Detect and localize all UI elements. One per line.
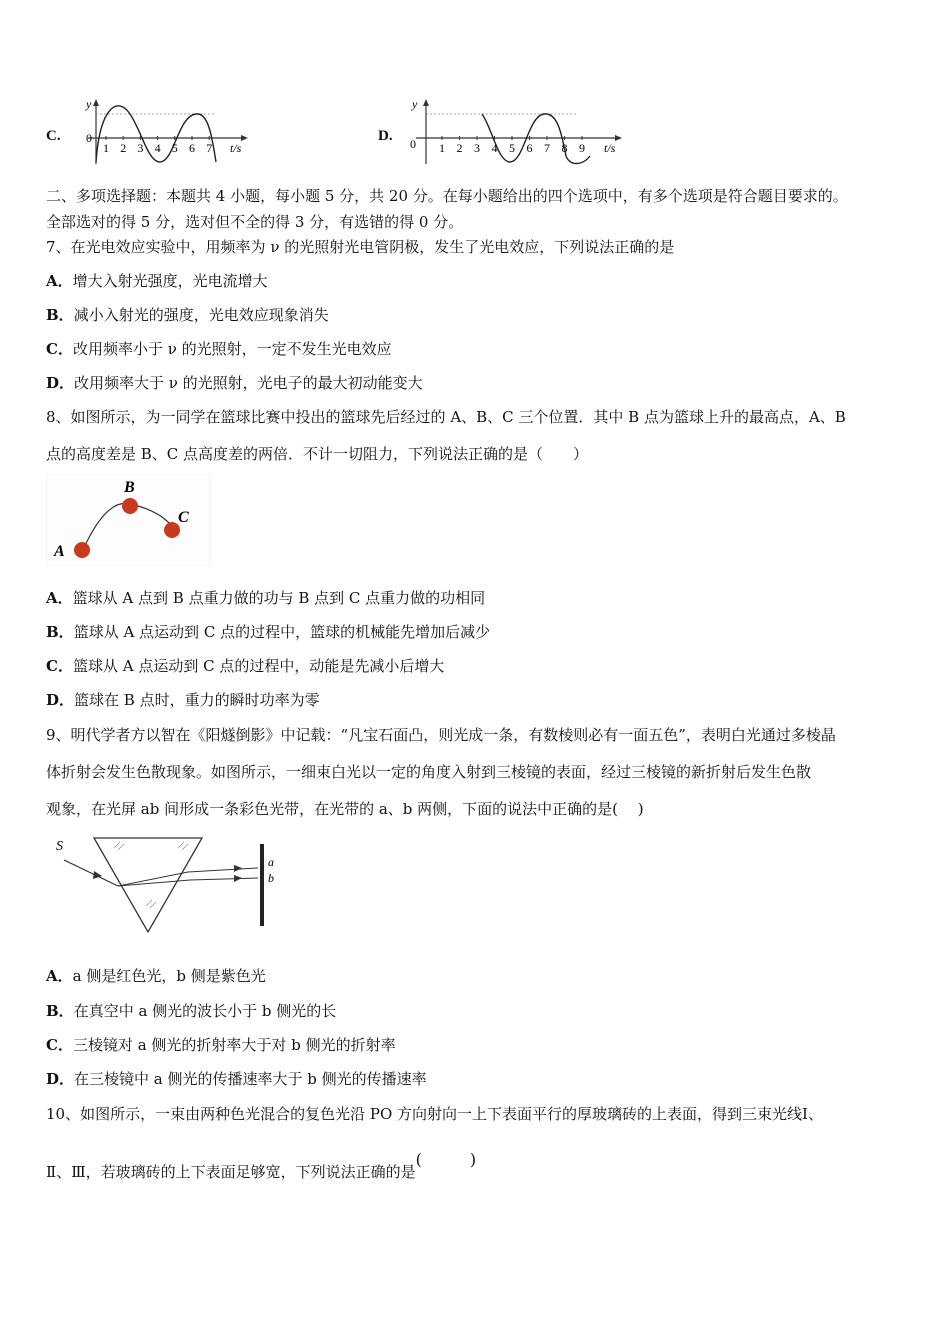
q10-stem-line1: 10、如图所示，一束由两种色光混合的复色光沿 PO 方向射向一上下表面平行的厚玻璃砖的上表面，得到三束光线Ⅰ、	[46, 1105, 823, 1123]
option-text: 减小入射光的强度，光电效应现象消失	[73, 306, 329, 324]
graph-d-label: D.	[378, 128, 393, 144]
option-text: 三棱镜对 a 侧光的折射率大于对 b 侧光的折射率	[72, 1036, 396, 1054]
section2-line1: 二、多项选择题：本题共 4 小题，每小题 5 分，共 20 分。在每小题给出的四个选项中，有多个选项是符合题目要求的。	[46, 187, 848, 205]
ball-b	[122, 498, 138, 514]
q8-option-b	[46, 622, 490, 642]
graph-d-origin: 0	[410, 137, 416, 151]
graph-d-tick-label: 6	[526, 141, 533, 155]
option-letter: B．	[46, 623, 74, 641]
graph-d-tick-label: 9	[579, 141, 585, 155]
section2-line2: 全部选对的得 5 分，选对但不全的得 3 分，有选错的得 0 分。	[46, 213, 464, 231]
graph-c	[44, 96, 254, 170]
graph-c-label: C.	[46, 128, 61, 144]
option-text: 篮球从 A 点到 B 点重力做的功与 B 点到 C 点重力做的功相同	[72, 589, 486, 607]
q7-option-c	[46, 339, 392, 359]
q10-stem-text: Ⅱ、Ⅲ，若玻璃砖的上下表面足够宽，下列说法正确的是	[46, 1163, 416, 1181]
q9-label-a: a	[268, 855, 274, 869]
answer-bracket: ( )	[415, 1150, 477, 1169]
option-letter: D．	[46, 374, 75, 392]
option-text: 改用频率小于 ν 的光照射，一定不发生光电效应	[72, 340, 392, 358]
graph-d-tick-label: 8	[561, 141, 568, 155]
q8-label-b: B	[124, 479, 135, 496]
option-letter: C．	[46, 1036, 73, 1054]
graph-c-y: y	[86, 97, 92, 111]
q8-option-c	[46, 656, 444, 676]
option-letter: C．	[46, 657, 73, 675]
q8-basketball-figure	[46, 474, 212, 566]
q8-label-c: C	[178, 509, 189, 526]
graph-d-plot	[406, 96, 636, 170]
q7-stem: 7、在光电效应实验中，用频率为 ν 的光照射光电管阴极，发生了光电效应，下列说法正确的是	[46, 238, 675, 256]
graph-c-ticks	[103, 136, 212, 155]
q9-option-d	[46, 1069, 427, 1089]
graph-d-tick-label: 2	[456, 141, 463, 155]
q9-option-b	[46, 1001, 336, 1021]
graph-d-tick-label: 1	[439, 141, 445, 155]
option-text: a 侧是红色光，b 侧是紫色光	[72, 967, 266, 985]
q9-label-s: S	[56, 839, 63, 854]
graph-c-tick-label: 3	[137, 141, 144, 155]
option-letter: B．	[46, 306, 74, 324]
graph-c-plot	[84, 96, 254, 170]
option-letter: C．	[46, 340, 73, 358]
q7-option-a	[46, 271, 268, 291]
q9-option-a	[46, 966, 266, 986]
graph-d-tick-label: 3	[474, 141, 480, 155]
option-letter: A．	[46, 589, 73, 607]
option-text: 在三棱镜中 a 侧光的传播速率大于 b 侧光的传播速率	[74, 1070, 427, 1088]
option-text: 篮球从 A 点运动到 C 点的过程中，动能是先减小后增大	[72, 657, 445, 675]
graph-c-tick-label: 4	[154, 141, 161, 155]
q8-label-a: A	[54, 543, 65, 560]
option-text: 改用频率大于 ν 的光照射，光电子的最大初动能变大	[74, 374, 423, 392]
graph-d-tick-label: 5	[509, 141, 515, 155]
graph-c-tick-label: 6	[189, 141, 195, 155]
option-letter: D．	[46, 691, 75, 709]
graph-c-tick-label: 5	[171, 141, 178, 155]
q10-stem-line2	[46, 1150, 477, 1182]
ball-a	[74, 542, 90, 558]
graph-c-x: t/s	[230, 141, 242, 155]
graph-c-tick-label: 1	[103, 141, 109, 155]
q9-prism-figure	[46, 830, 286, 940]
option-letter: A．	[46, 272, 73, 290]
q7-option-b	[46, 305, 329, 325]
option-text: 在真空中 a 侧光的波长小于 b 侧光的长	[73, 1002, 337, 1020]
q9-option-c	[46, 1035, 396, 1055]
q8-option-d	[46, 690, 320, 710]
graph-d	[376, 96, 636, 170]
graph-c-tick-label: 7	[206, 141, 213, 155]
graph-c-tick-label: 2	[120, 141, 127, 155]
q8-option-a	[46, 588, 485, 608]
option-text: 篮球从 A 点运动到 C 点的过程中，篮球的机械能先增加后减少	[73, 623, 491, 641]
q9-stem-line2: 体折射会发生色散现象。如图所示，一细束白光以一定的角度入射到三棱镜的表面，经过三棱镜的新折射后发生色散	[46, 763, 812, 781]
q9-stem-line3: 观象，在光屏 ab 间形成一条彩色光带，在光带的 a、b 两侧，下面的说法中正确的是( )	[46, 800, 644, 818]
option-letter: B．	[46, 1002, 74, 1020]
q8-stem-line2: 点的高度差是 B、C 点高度差的两倍．不计一切阻力，下列说法正确的是（ ）	[46, 445, 589, 463]
graph-c-origin: 0	[86, 131, 92, 145]
q7-option-d	[46, 373, 423, 393]
graph-d-x: t/s	[604, 141, 616, 155]
q9-stem-line1: 9、明代学者方以智在《阳燧倒影》中记载：“凡宝石面凸，则光成一条，有数棱则必有一面五色”，表明白光通过多棱晶	[46, 726, 836, 744]
option-text: 增大入射光强度，光电流增大	[72, 272, 268, 290]
q9-label-b: b	[268, 871, 274, 885]
graph-d-y: y	[412, 97, 418, 111]
graph-d-tick-label: 4	[491, 141, 498, 155]
option-text: 篮球在 B 点时，重力的瞬时功率为零	[74, 691, 320, 709]
option-letter: D．	[46, 1070, 75, 1088]
q8-stem-line1: 8、如图所示，为一同学在篮球比赛中投出的篮球先后经过的 A、B、C 三个位置．其中 B 点为篮球上升的最高点，A、B	[46, 408, 846, 426]
graph-d-ticks	[439, 136, 585, 155]
option-letter: A．	[46, 967, 73, 985]
graph-d-tick-label: 7	[544, 141, 550, 155]
